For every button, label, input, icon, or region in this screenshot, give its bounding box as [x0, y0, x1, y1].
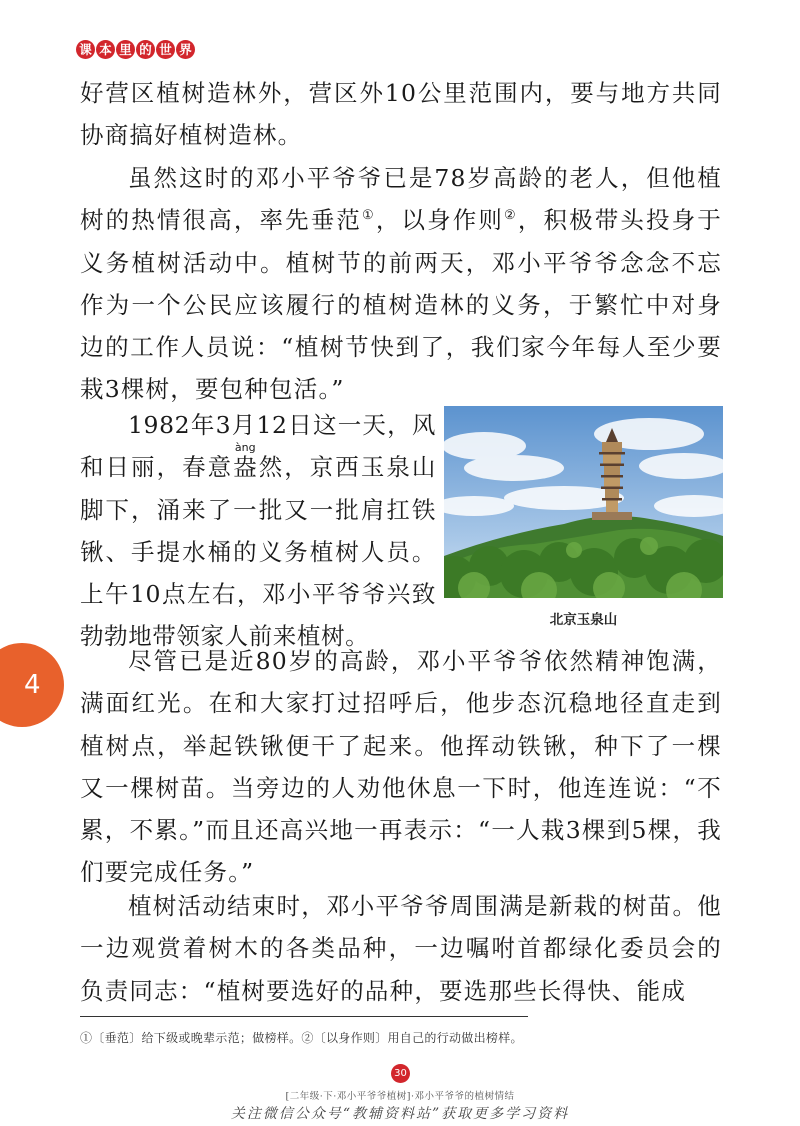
- page-number: 30: [391, 1064, 410, 1083]
- paragraph-1: 好营区植树造林外，营区外10公里范围内，要与地方共同协商搞好植树造林。: [80, 79, 722, 150]
- pinyin-annotation: [233, 441, 259, 482]
- paragraph-2-part-c: ，积极带头投身于义务植树活动中。植树节的前两天，邓小平爷爷念念不忘作为一个公民应该履行的植树造林的义务，于繁忙中对身边的工作人员说：“植树节快到了，我们家今年每人至少要栽3棵树，要包种包活。”: [80, 206, 722, 404]
- paragraph-5: 植树活动结束时，邓小平爷爷周围满是新栽的树苗。他一边观赏着树木的各类品种，一边嘱咐首都绿化委员会的负责同志：“植树要选好的品种，要选那些长得快、能成: [80, 892, 722, 1005]
- series-char: 本: [96, 40, 115, 59]
- series-char: 界: [176, 40, 195, 59]
- paragraph-2: [80, 157, 722, 411]
- footnote-text: ①〔垂范〕给下级或晚辈示范；做榜样。②〔以身作则〕用自己的行动做出榜样。: [80, 1031, 523, 1045]
- footnote-ref-2: ②: [504, 208, 518, 224]
- paragraph-4: 尽管已是近80岁的高龄，邓小平爷爷依然精神饱满，满面红光。在和大家打过招呼后，他步态沉稳地径直走到植树点，举起铁锹便干了起来。他挥动铁锹，种下了一棵又一棵树苗。当旁边的人劝他休息一下时，他连连说：“不累，不累。”而且还高兴地一再表示：“一人栽3棵到5棵，我们要完成任务。”: [80, 647, 722, 887]
- chapter-tab: [0, 643, 64, 727]
- footnote-ref-1: ①: [362, 208, 376, 224]
- paragraph-3-part-a: 1982年3月12日这一天，风和日丽，春意: [80, 411, 436, 482]
- series-title-badge: [76, 40, 195, 59]
- ruby-pinyin: àng: [233, 441, 258, 455]
- paragraph-2-part-b: ，以身作则: [375, 206, 505, 235]
- photo-caption: 北京玉泉山: [549, 612, 618, 628]
- series-char: 的: [136, 40, 155, 59]
- paragraph-2-part-a: 虽然这时的邓小平爷爷已是78岁高龄的老人，但他植树的热情很高，率先垂范: [80, 164, 722, 235]
- yuquan-mountain-photo: [444, 406, 723, 598]
- paragraph-3-part-b: 然，京西玉泉山脚下，涌来了一批又一批肩扛铁锹、手提水桶的义务植树人员。上午10点左右，邓小平爷爷兴致勃勃地带领家人前来植树。: [80, 453, 436, 651]
- footnote-divider: [80, 1016, 528, 1017]
- chapter-number: 4: [24, 670, 41, 700]
- series-char: 里: [116, 40, 135, 59]
- series-char: 课: [76, 40, 95, 59]
- ruby-base-char: 盎: [233, 453, 259, 482]
- series-char: 世: [156, 40, 175, 59]
- watermark-text: 关注微信公众号“教辅资料站”获取更多学习资料: [230, 1106, 570, 1122]
- paragraph-3: [80, 404, 436, 658]
- running-footer: [二年级·下·邓小平爷爷植树]·邓小平爷爷的植树情结: [285, 1091, 515, 1102]
